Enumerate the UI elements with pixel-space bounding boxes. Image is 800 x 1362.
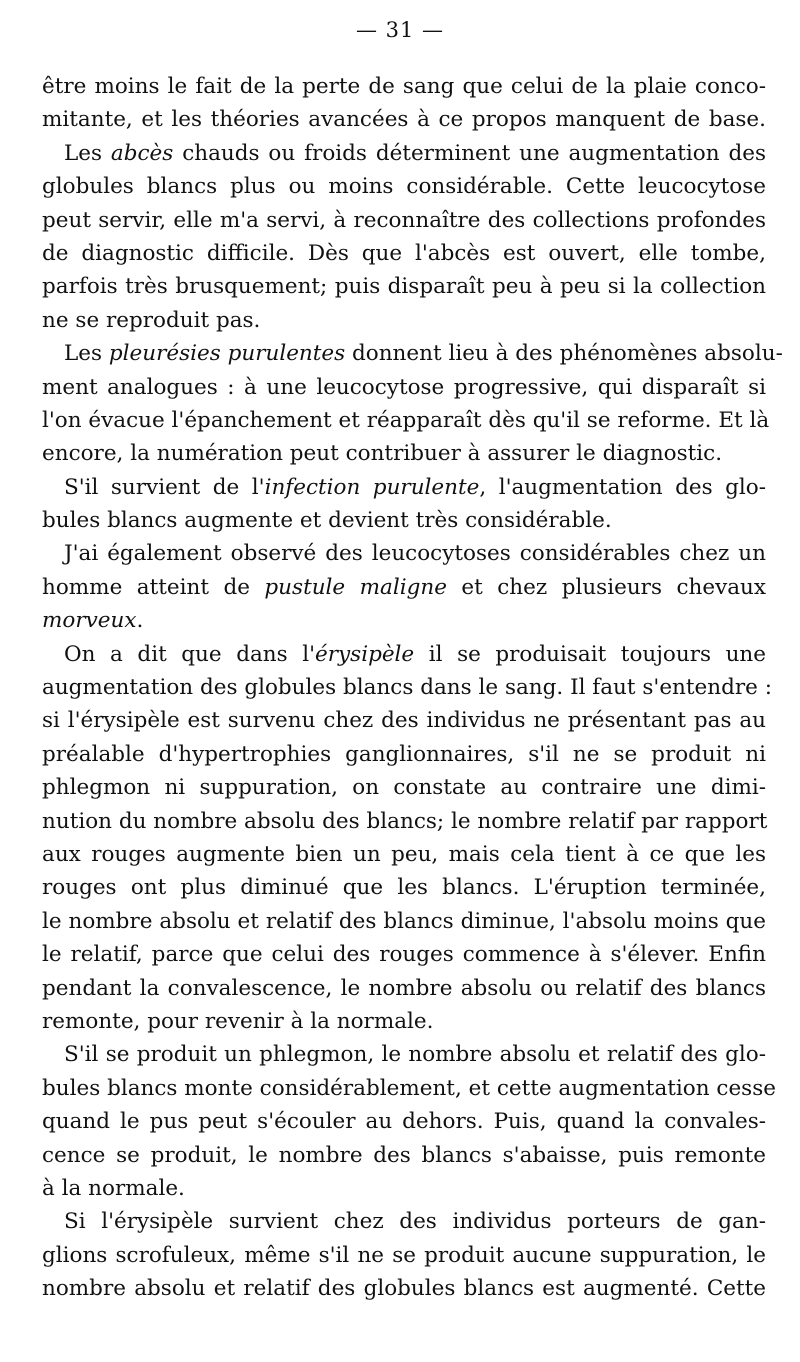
text-line — [42, 871, 766, 904]
paragraph — [42, 1038, 776, 1205]
paragraph — [42, 70, 766, 137]
text-line — [42, 304, 766, 337]
text-segment: le nombre absolu et relatif des blancs diminue, l'absolu moins que — [42, 908, 766, 934]
text-line — [42, 270, 766, 303]
italic-term: abcès — [110, 140, 174, 166]
text-segment: bules blancs monte considérablement, et cette augmentation cesse — [42, 1075, 776, 1101]
text-line — [42, 671, 772, 704]
paragraph — [42, 638, 772, 1039]
italic-term: érysipèle — [315, 641, 415, 667]
text-line — [42, 1205, 766, 1238]
text-segment: encore, la numération peut contribuer à assurer le diagnostic. — [42, 441, 723, 467]
text-segment: On a dit que dans l' — [64, 641, 316, 667]
text-segment: donnent lieu à des phénomènes absolu- — [345, 341, 783, 367]
text-line — [42, 604, 766, 637]
paragraph — [42, 137, 766, 337]
text-segment: glions scrofuleux, même s'il ne se produit aucune suppuration, le — [42, 1242, 766, 1268]
text-segment: Si l'érysipèle survient chez des individus porteurs de gan- — [64, 1209, 766, 1235]
text-segment: quand le pus peut s'écouler au dehors. Puis, quand la convales- — [42, 1109, 766, 1135]
text-segment: Les — [64, 140, 111, 166]
text-segment: parfois très brusquement; puis disparaît peu à peu si la collection — [42, 274, 766, 300]
text-segment: préalable d'hypertrophies ganglionnaires, s'il ne se produit ni — [42, 741, 766, 767]
text-line — [42, 504, 766, 537]
text-segment: l'on évacue l'épanchement et réapparaît dès qu'il se reforme. Et là — [42, 407, 770, 433]
text-segment: S'il se produit un phlegmon, le nombre absolu et relatif des glo- — [64, 1042, 766, 1068]
text-line — [42, 1139, 766, 1172]
text-line — [42, 571, 766, 604]
text-line — [42, 204, 766, 237]
text-segment: globules blancs plus ou moins considérable. Cette leucocytose — [42, 174, 766, 200]
text-line — [42, 437, 766, 470]
text-segment: être moins le fait de la perte de sang que celui de la plaie conco- — [42, 74, 766, 99]
text-segment: remonte, pour revenir à la normale. — [42, 1008, 434, 1034]
paragraph — [42, 537, 766, 637]
text-segment: nution du nombre absolu des blancs; le nombre relatif par rapport — [42, 808, 768, 834]
paragraph — [42, 471, 766, 538]
text-line — [42, 638, 766, 671]
italic-term: morveux — [42, 608, 137, 634]
text-line — [42, 972, 766, 1005]
text-line — [42, 1105, 766, 1138]
text-line — [42, 838, 766, 871]
text-segment: peut servir, elle m'a servi, à reconnaître des collections profondes — [42, 207, 766, 233]
italic-term: infection purulente — [264, 474, 480, 500]
paragraph — [42, 1205, 766, 1305]
text-line — [42, 905, 766, 938]
text-segment: rouges ont plus diminué que les blancs. L'éruption terminée, — [42, 875, 766, 901]
text-line — [42, 1005, 766, 1038]
text-segment: chauds ou froids déterminent une augmentation des — [173, 140, 766, 166]
page-number: — 31 — — [355, 18, 445, 42]
text-line — [42, 1272, 766, 1305]
text-line — [42, 537, 766, 570]
text-segment: aux rouges augmente bien un peu, mais cela tient à ce que les — [42, 841, 766, 867]
text-line — [42, 1072, 776, 1105]
text-line — [42, 771, 766, 804]
text-segment: J'ai également observé des leucocytoses considérables chez un — [64, 541, 766, 567]
text-segment: phlegmon ni suppuration, on constate au contraire une dimi- — [42, 775, 766, 801]
text-line — [42, 738, 766, 771]
text-segment: ment analogues : à une leucocytose progressive, qui disparaît si — [42, 374, 766, 400]
text-line — [42, 371, 766, 404]
text-segment: et chez plusieurs chevaux — [446, 574, 767, 600]
text-segment: cence se produit, le nombre des blancs s'abaisse, puis remonte — [42, 1142, 766, 1168]
text-line — [42, 704, 766, 737]
text-line — [42, 404, 770, 437]
text-segment: Les — [64, 341, 109, 367]
text-segment: S'il survient de l' — [64, 474, 265, 500]
text-segment: si l'érysipèle est survenu chez des individus ne présentant pas au — [42, 708, 766, 734]
text-line — [42, 237, 766, 270]
text-segment: ne se reproduit pas. — [42, 307, 261, 333]
text-segment: pendant la convalescence, le nombre absolu ou relatif des blancs — [42, 975, 766, 1001]
text-segment: le relatif, parce que celui des rouges commence à s'élever. Enfin — [42, 942, 766, 968]
italic-term: pleurésies purulentes — [108, 341, 346, 367]
text-line — [42, 137, 766, 170]
text-segment: bules blancs augmente et devient très considérable. — [42, 508, 612, 534]
body-text — [42, 70, 783, 1305]
text-segment: nombre absolu et relatif des globules blancs est augmenté. Cette — [42, 1276, 766, 1302]
text-line — [42, 471, 766, 504]
italic-term: pustule maligne — [264, 574, 447, 600]
text-line — [42, 103, 766, 136]
text-line — [42, 938, 766, 971]
text-segment: augmentation des globules blancs dans le sang. Il faut s'entendre : — [42, 675, 772, 701]
text-line — [42, 170, 766, 203]
text-line — [42, 1239, 766, 1272]
text-segment: de diagnostic difficile. Dès que l'abcès est ouvert, elle tombe, — [42, 240, 766, 266]
text-segment: mitante, et les théories avancées à ce propos manquent de base. — [42, 107, 766, 133]
text-segment: à la normale. — [42, 1175, 185, 1201]
text-line — [42, 1172, 766, 1205]
text-segment: il se produisait toujours une — [414, 641, 766, 667]
text-line — [42, 1038, 766, 1071]
text-segment: . — [136, 608, 144, 634]
text-line — [42, 337, 783, 370]
text-line — [42, 70, 766, 103]
text-segment: , l'augmentation des glo- — [479, 474, 766, 500]
text-line — [42, 805, 766, 838]
text-segment: homme atteint de — [42, 574, 265, 600]
paragraph — [42, 337, 783, 471]
